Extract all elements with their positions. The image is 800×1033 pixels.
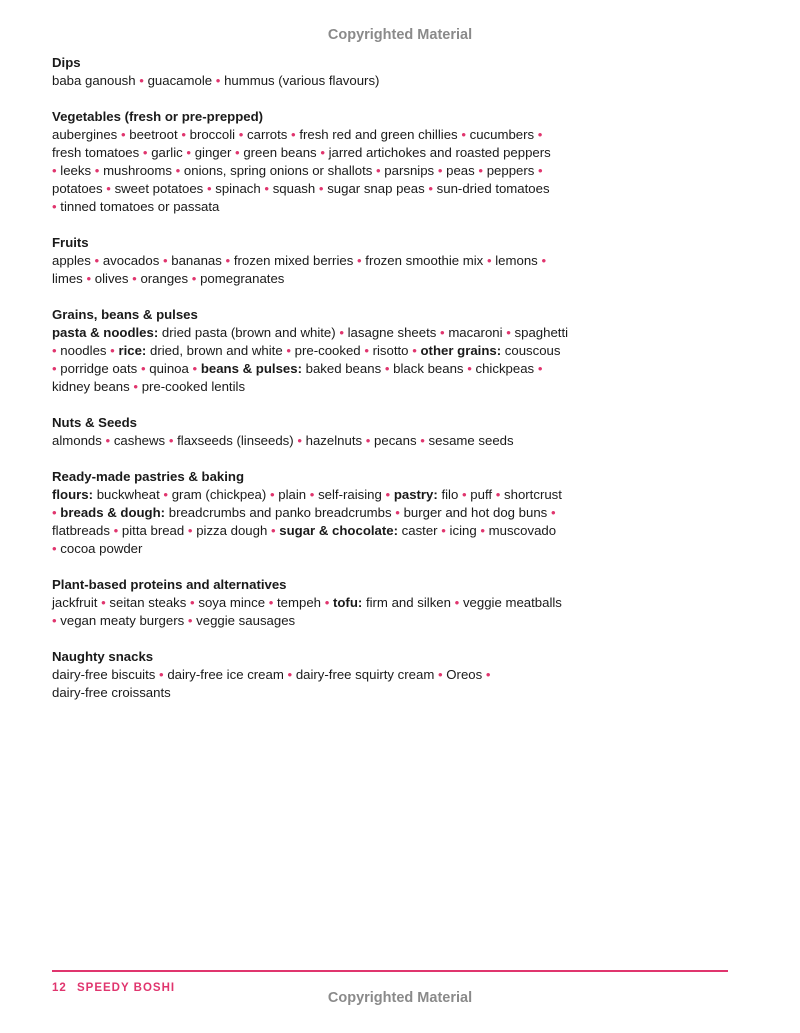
bullet-separator: • [437,163,443,178]
bullet-separator: • [441,523,446,538]
list-item: frozen mixed berries [233,253,354,268]
section-heading: Dips [52,55,81,70]
list-item: dried pasta (brown and white) [158,325,336,340]
bullet-separator: • [365,433,371,448]
bullet-separator: • [52,361,57,376]
bullet-separator: • [225,253,231,268]
list-item: dairy-free ice cream [167,667,284,682]
bullet-separator: • [550,505,556,520]
bullet-separator: • [309,487,315,502]
bullet-separator: • [120,127,126,142]
list-item: squash [272,181,316,196]
bullet-separator: • [291,127,296,142]
bullet-separator: • [105,433,111,448]
bullet-separator: • [52,613,57,628]
list-section [52,108,732,216]
bullet-separator: • [538,163,543,178]
list-item: baked beans [301,361,382,376]
bullet-separator: • [339,325,344,340]
bullet-separator: • [94,163,100,178]
list-line [52,540,732,558]
category-label: sugar & chocolate: [279,523,398,538]
list-item: veggie meatballs [462,595,562,610]
list-item: Oreos [446,667,483,682]
bullet-separator: • [52,343,57,358]
list-item: muscovado [488,523,557,538]
bullet-separator: • [287,667,293,682]
list-item: cashews [113,433,166,448]
bullet-separator: • [113,523,119,538]
bullet-separator: • [440,325,445,340]
bullet-separator: • [142,145,148,160]
bullet-separator: • [181,127,186,142]
list-line [52,180,732,198]
list-item: soya mince [198,595,266,610]
bullet-separator: • [495,487,501,502]
list-line [52,522,732,540]
bullet-separator: • [320,145,325,160]
list-item: sugar snap peas [327,181,425,196]
bullet-separator: • [269,487,275,502]
list-item: green beans [243,145,317,160]
shopping-list [52,54,732,720]
list-item: leeks [60,163,92,178]
bullet-separator: • [106,181,111,196]
list-item: peas [446,163,475,178]
list-item: peppers [486,163,535,178]
list-line [52,432,732,450]
list-item: porridge oats [60,361,138,376]
bullet-separator: • [133,379,139,394]
list-item: jarred artichokes and roasted peppers [328,145,551,160]
list-item: dairy-free biscuits [52,667,156,682]
list-item: flatbreads [52,523,110,538]
list-line [52,378,732,396]
bullet-separator: • [192,361,198,376]
list-item: macaroni [448,325,503,340]
list-item: burger and hot dog buns [403,505,548,520]
bullet-separator: • [52,163,57,178]
bullet-separator: • [454,595,460,610]
bullet-separator: • [139,73,144,88]
list-item: caster [398,523,438,538]
list-item: beetroot [129,127,178,142]
list-item: broccoli [189,127,236,142]
list-item: black beans [393,361,464,376]
bullet-separator: • [364,343,369,358]
list-item: spinach [215,181,261,196]
list-section [52,468,732,558]
bullet-separator: • [324,595,330,610]
bullet-separator: • [175,163,181,178]
list-item: vegan meaty burgers [60,613,185,628]
list-item: buckwheat [93,487,160,502]
list-item: ginger [194,145,232,160]
list-item: gram (chickpea) [171,487,267,502]
list-item: cucumbers [469,127,535,142]
bullet-separator: • [238,127,244,142]
bullet-separator: • [480,523,485,538]
list-item: dried, brown and white [146,343,283,358]
bullet-separator: • [286,343,291,358]
bullet-separator: • [191,271,197,286]
bullet-separator: • [52,505,57,520]
bullet-separator: • [94,253,100,268]
bullet-separator: • [110,343,115,358]
list-item: flaxseeds (linseeds) [177,433,294,448]
list-item: icing [449,523,477,538]
list-line [52,684,732,702]
bullet-separator: • [163,487,169,502]
bullet-separator: • [101,595,106,610]
list-item: mushrooms [103,163,172,178]
list-item: fresh tomatoes [52,145,140,160]
list-item: potatoes [52,181,103,196]
watermark-top: Copyrighted Material [327,27,473,43]
bullet-separator: • [264,181,270,196]
list-item: puff [470,487,493,502]
section-heading: Naughty snacks [52,649,154,664]
list-item: olives [94,271,129,286]
page-number: 12 [52,982,67,994]
list-item: carrots [247,127,288,142]
bullet-separator: • [268,595,274,610]
category-label: rice: [118,343,147,358]
bullet-separator: • [235,145,240,160]
category-label: pastry: [393,487,438,502]
category-label: other grains: [420,343,502,358]
bullet-separator: • [485,667,491,682]
list-item: quinoa [149,361,189,376]
list-item: fresh red and green chillies [299,127,458,142]
list-line [52,270,732,288]
book-title: SPEEDY BOSHI [77,982,176,994]
bullet-separator: • [270,523,276,538]
list-item: cocoa powder [60,541,143,556]
list-item: oranges [140,271,189,286]
list-item: shortcrust [504,487,562,502]
bullet-separator: • [162,253,168,268]
list-item: apples [52,253,91,268]
list-item: noodles [60,343,107,358]
bullet-separator: • [190,595,195,610]
list-line [52,666,732,684]
list-item: frozen smoothie mix [365,253,484,268]
list-line [52,198,732,216]
list-item: pre-cooked lentils [141,379,246,394]
list-line [52,324,732,342]
list-section [52,576,732,630]
list-line [52,72,732,90]
list-section [52,306,732,396]
bullet-separator: • [186,145,192,160]
bullet-separator: • [412,343,417,358]
bullet-separator: • [159,667,164,682]
list-item: hazelnuts [305,433,363,448]
bullet-separator: • [428,181,433,196]
list-item: guacamole [147,73,213,88]
list-line [52,252,732,270]
bullet-separator: • [467,361,472,376]
bullet-separator: • [385,487,391,502]
bullet-separator: • [537,127,543,142]
list-item: spaghetti [514,325,569,340]
list-line [52,162,732,180]
bullet-separator: • [318,181,324,196]
list-line [52,126,732,144]
list-item: dairy-free squirty cream [295,667,435,682]
list-item: plain [278,487,307,502]
list-item: dairy-free croissants [52,685,171,700]
bullet-separator: • [297,433,302,448]
category-label: pasta & noodles: [52,325,159,340]
list-item: tinned tomatoes or passata [60,199,220,214]
bullet-separator: • [52,199,57,214]
bullet-separator: • [461,127,466,142]
bullet-separator: • [356,253,362,268]
list-item: self-raising [318,487,382,502]
list-item: lasagne sheets [347,325,437,340]
bullet-separator: • [215,73,221,88]
list-item: onions, spring onions or shallots [183,163,373,178]
footer-divider [52,970,728,972]
bullet-separator: • [420,433,425,448]
bullet-separator: • [132,271,137,286]
list-line [52,504,732,522]
section-heading: Plant-based proteins and alternatives [52,577,287,592]
list-section [52,414,732,450]
list-item: lemons [495,253,538,268]
list-line [52,342,732,360]
list-item: parsnips [384,163,435,178]
bullet-separator: • [52,541,57,556]
list-item: pre-cooked [294,343,361,358]
bullet-separator: • [168,433,174,448]
list-item: breadcrumbs and panko breadcrumbs [165,505,392,520]
list-item: pizza dough [196,523,268,538]
bullet-separator: • [187,613,193,628]
list-item: filo [437,487,459,502]
list-item: almonds [52,433,102,448]
bullet-separator: • [486,253,492,268]
list-section [52,234,732,288]
list-item: kidney beans [52,379,130,394]
bullet-separator: • [86,271,92,286]
list-line [52,594,732,612]
list-item: baba ganoush [52,73,136,88]
bullet-separator: • [537,361,543,376]
bullet-separator: • [384,361,390,376]
list-item: hummus (various flavours) [224,73,380,88]
list-item: limes [52,271,83,286]
list-line [52,144,732,162]
list-item: firm and silken [362,595,451,610]
section-heading: Grains, beans & pulses [52,307,198,322]
list-item: bananas [171,253,222,268]
bullet-separator: • [187,523,193,538]
list-item: pitta bread [121,523,185,538]
bullet-separator: • [478,163,484,178]
category-label: tofu: [332,595,363,610]
list-item: garlic [151,145,183,160]
list-item: seitan steaks [109,595,187,610]
list-item: sweet potatoes [114,181,204,196]
bullet-separator: • [541,253,547,268]
category-label: flours: [52,487,94,502]
list-item: chickpeas [475,361,535,376]
list-item: jackfruit [52,595,98,610]
section-heading: Nuts & Seeds [52,415,138,430]
category-label: beans & pulses: [200,361,302,376]
list-item: pomegranates [200,271,285,286]
bullet-separator: • [462,487,467,502]
list-section [52,54,732,90]
category-label: breads & dough: [60,505,166,520]
watermark-bottom: Copyrighted Material [327,990,473,1006]
list-line [52,612,732,630]
list-item: couscous [501,343,561,358]
list-item: sun-dried tomatoes [436,181,550,196]
list-line [52,486,732,504]
bullet-separator: • [438,667,443,682]
list-item: risotto [372,343,409,358]
bullet-separator: • [395,505,400,520]
section-heading: Fruits [52,235,89,250]
list-section [52,648,732,702]
section-heading: Vegetables (fresh or pre-prepped) [52,109,264,124]
list-line [52,360,732,378]
section-heading: Ready-made pastries & baking [52,469,245,484]
bullet-separator: • [506,325,511,340]
bullet-separator: • [376,163,381,178]
list-item: sesame seeds [428,433,514,448]
list-item: veggie sausages [196,613,296,628]
list-item: avocados [102,253,160,268]
list-item: tempeh [277,595,322,610]
bullet-separator: • [206,181,212,196]
bullet-separator: • [140,361,146,376]
list-item: pecans [374,433,417,448]
list-item: aubergines [52,127,118,142]
